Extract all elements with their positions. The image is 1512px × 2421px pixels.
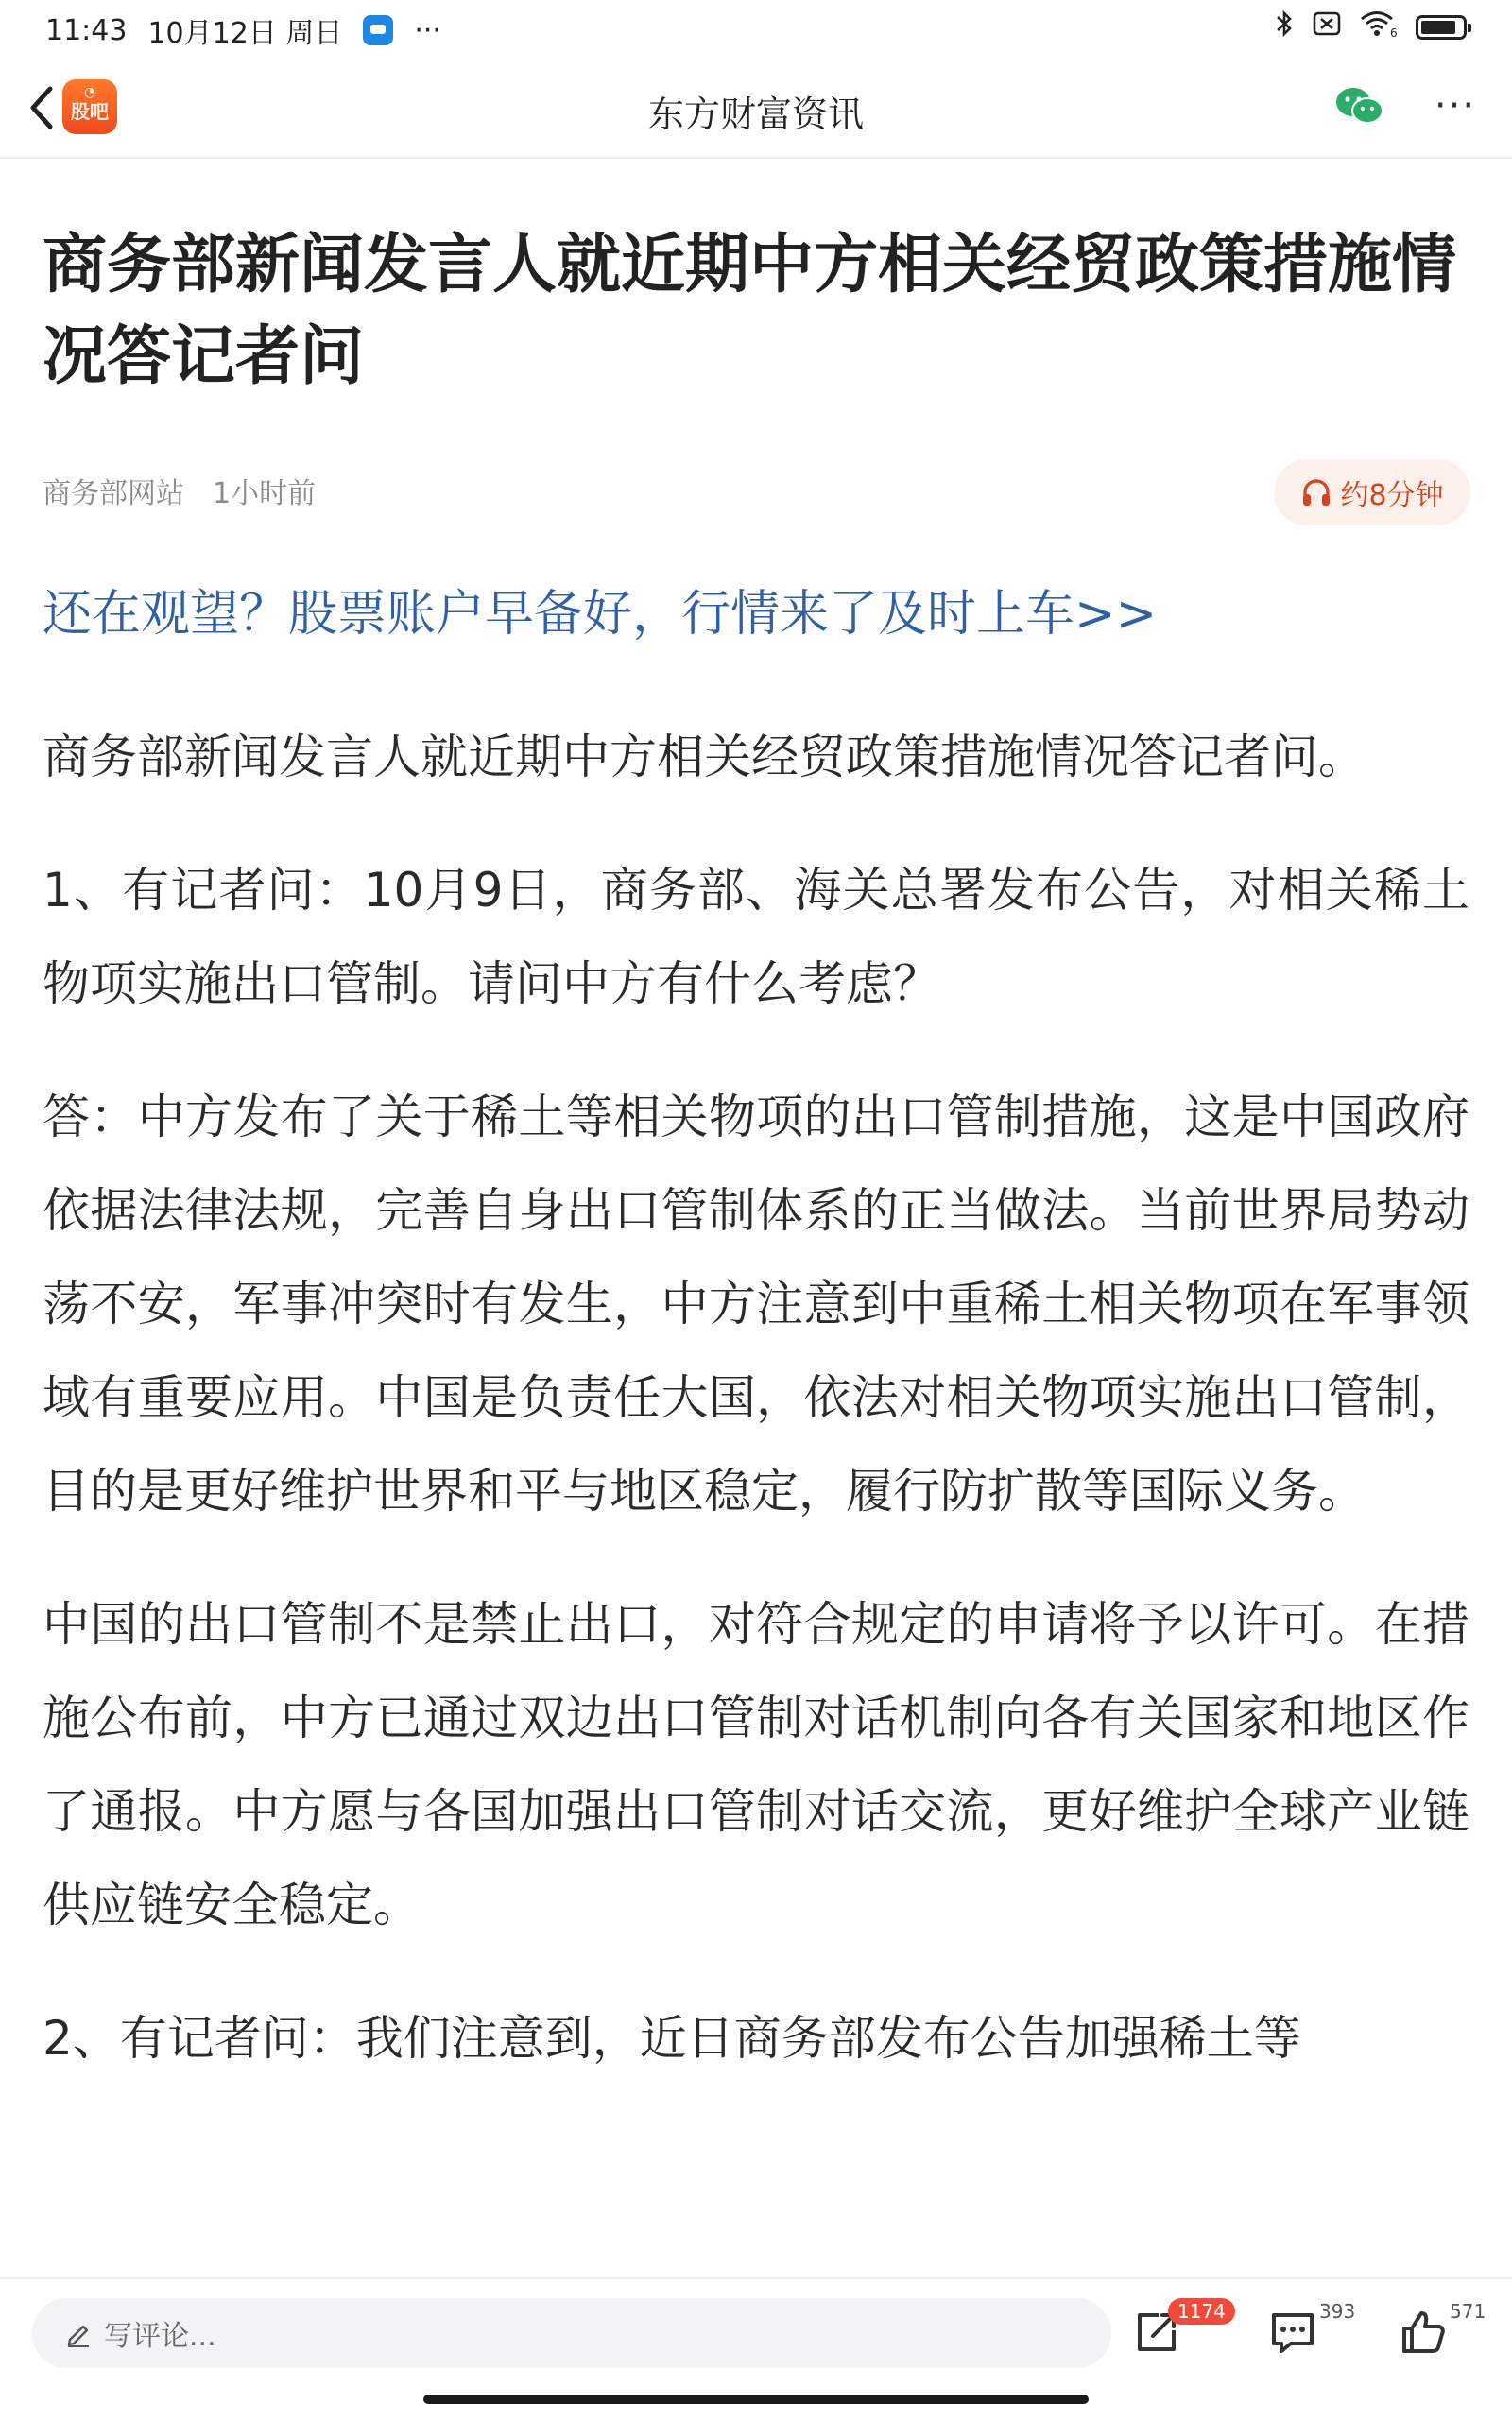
comment-count: 393 xyxy=(1319,2300,1356,2323)
paragraph: 2、有记者问：我们注意到，近日商务部发布公告加强稀土等 xyxy=(43,2011,1301,2066)
article-source[interactable]: 商务部网站 xyxy=(43,477,184,510)
status-date: 10月12日 周日 xyxy=(147,17,343,50)
headphones-icon xyxy=(1300,477,1332,507)
paragraph: 答：中方发布了关于稀土等相关物项的出口管制措施，这是中国政府依据法律法规，完善自身出口管制体系的正当做法。当前世界局势动荡不安，军事冲突时有发生，中方注意到中重稀土相关物项在军事领域有重要应用。中国是负责任大国，依法对相关物项实施出口管制，目的是更好维护世界和平与地区稳定，履行防扩散等国际义务。 xyxy=(43,1090,1469,1519)
page-title: 东方财富资讯 xyxy=(647,94,864,135)
wechat-share-icon[interactable] xyxy=(1334,85,1385,127)
status-bar xyxy=(0,0,1512,59)
article-body xyxy=(43,711,1469,2125)
article-time: 1小时前 xyxy=(213,477,317,510)
pencil-icon xyxy=(64,2319,93,2347)
share-badge: 1174 xyxy=(1168,2298,1235,2325)
nav-bar xyxy=(0,59,1512,159)
promo-link[interactable]: 还在观望？股票账户早备好，行情来了及时上车>> xyxy=(43,586,1158,643)
no-sim-icon xyxy=(1312,10,1342,44)
wifi-icon xyxy=(1359,9,1399,45)
wifi-label: 6 xyxy=(1390,26,1398,38)
status-more: ··· xyxy=(414,13,441,47)
listen-duration: 约8分钟 xyxy=(1340,479,1444,512)
like-button[interactable] xyxy=(1397,2300,1486,2362)
notification-app-icon xyxy=(363,15,393,45)
thumbs-up-icon xyxy=(1397,2306,1450,2359)
more-menu-button[interactable]: ··· xyxy=(1434,84,1477,128)
bluetooth-icon xyxy=(1274,9,1295,45)
status-left xyxy=(45,9,441,51)
logo-text: 股吧 xyxy=(71,100,109,123)
comment-placeholder: 写评论... xyxy=(104,2320,216,2353)
logo-emblem-icon: ◔ xyxy=(83,85,96,100)
share-button[interactable] xyxy=(1130,2300,1226,2362)
comment-input[interactable] xyxy=(32,2298,1111,2368)
paragraph: 中国的出口管制不是禁止出口，对符合规定的申请将予以许可。在措施公布前，中方已通过双边出口管制对话机制向各有关国家和地区作了通报。中方愿与各国加强出口管制对话交流，更好维护全球产业链供应链安全稳定。 xyxy=(43,1597,1469,1932)
listen-audio-button[interactable] xyxy=(1274,459,1470,525)
like-count: 571 xyxy=(1450,2300,1486,2323)
comments-button[interactable] xyxy=(1266,2300,1356,2362)
status-time: 11:43 xyxy=(45,13,128,47)
article-title: 商务部新闻发言人就近期中方相关经贸政策措施情况答记者问 xyxy=(43,228,1457,394)
battery-icon xyxy=(1416,15,1467,40)
article-meta xyxy=(43,470,316,511)
paragraph: 1、有记者问：10月9日，商务部、海关总署发布公告，对相关稀土物项实施出口管制。请问中方有什么考虑？ xyxy=(43,863,1469,1011)
status-right xyxy=(1274,9,1467,45)
paragraph: 商务部新闻发言人就近期中方相关经贸政策措施情况答记者问。 xyxy=(43,730,1366,784)
comment-bubble-icon xyxy=(1266,2306,1319,2359)
home-indicator[interactable] xyxy=(423,2395,1089,2404)
